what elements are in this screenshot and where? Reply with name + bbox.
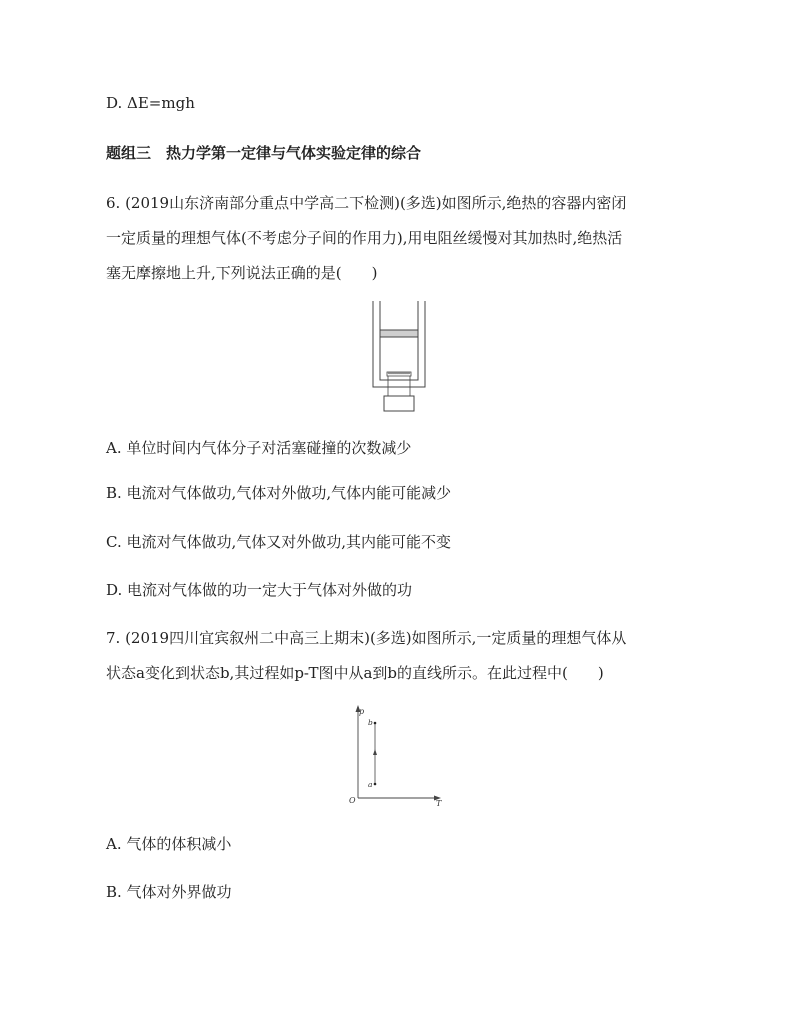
question-6-option-c: C. 电流对气体做功,气体又对外做功,其内能可能不变 [106,533,452,551]
point-b-label: b [368,718,373,727]
t-axis-label: T [436,799,442,808]
power-supply-icon [384,396,414,411]
question-7-stem-line-1: 7. (2019四川宜宾叙州二中高三上期末)(多选)如图所示,一定质量的理想气体从 [106,629,627,647]
question-6-stem-line-1: 6. (2019山东济南部分重点中学高二下检测)(多选)如图所示,绝热的容器内密闭 [106,194,627,212]
point-b [374,722,377,725]
container-outer-wall [373,301,425,387]
lead-wires [388,376,410,396]
section-heading: 题组三 热力学第一定律与气体实验定律的综合 [106,144,422,162]
question-6-option-a: A. 单位时间内气体分子对活塞碰撞的次数减少 [106,439,412,457]
question-6-option-b: B. 电流对气体做功,气体对外做功,气体内能可能减少 [106,484,452,502]
question-6-option-d: D. 电流对气体做的功一定大于气体对外做的功 [106,581,413,599]
question-7-option-b: B. 气体对外界做功 [106,883,232,901]
question-7-option-a: A. 气体的体积减小 [106,835,232,853]
container-inner-wall [380,301,418,380]
option-d-previous: D. ΔE=mgh [106,94,195,112]
piston-container-figure [368,300,438,415]
point-a [374,783,377,786]
p-t-graph [344,702,449,808]
question-7-stem-line-2: 状态a变化到状态b,其过程如p-T图中从a到b的直线所示。在此过程中( ) [106,664,604,682]
resistance-wire-icon [387,372,411,376]
question-6-stem-line-3: 塞无摩擦地上升,下列说法正确的是( ) [106,264,378,282]
origin-label: O [349,796,356,805]
direction-arrow-icon [373,749,377,755]
point-a-label: a [368,780,373,789]
piston [380,330,418,337]
p-axis-label: p [359,707,365,716]
question-6-stem-line-2: 一定质量的理想气体(不考虑分子间的作用力),用电阻丝缓慢对其加热时,绝热活 [106,229,623,247]
